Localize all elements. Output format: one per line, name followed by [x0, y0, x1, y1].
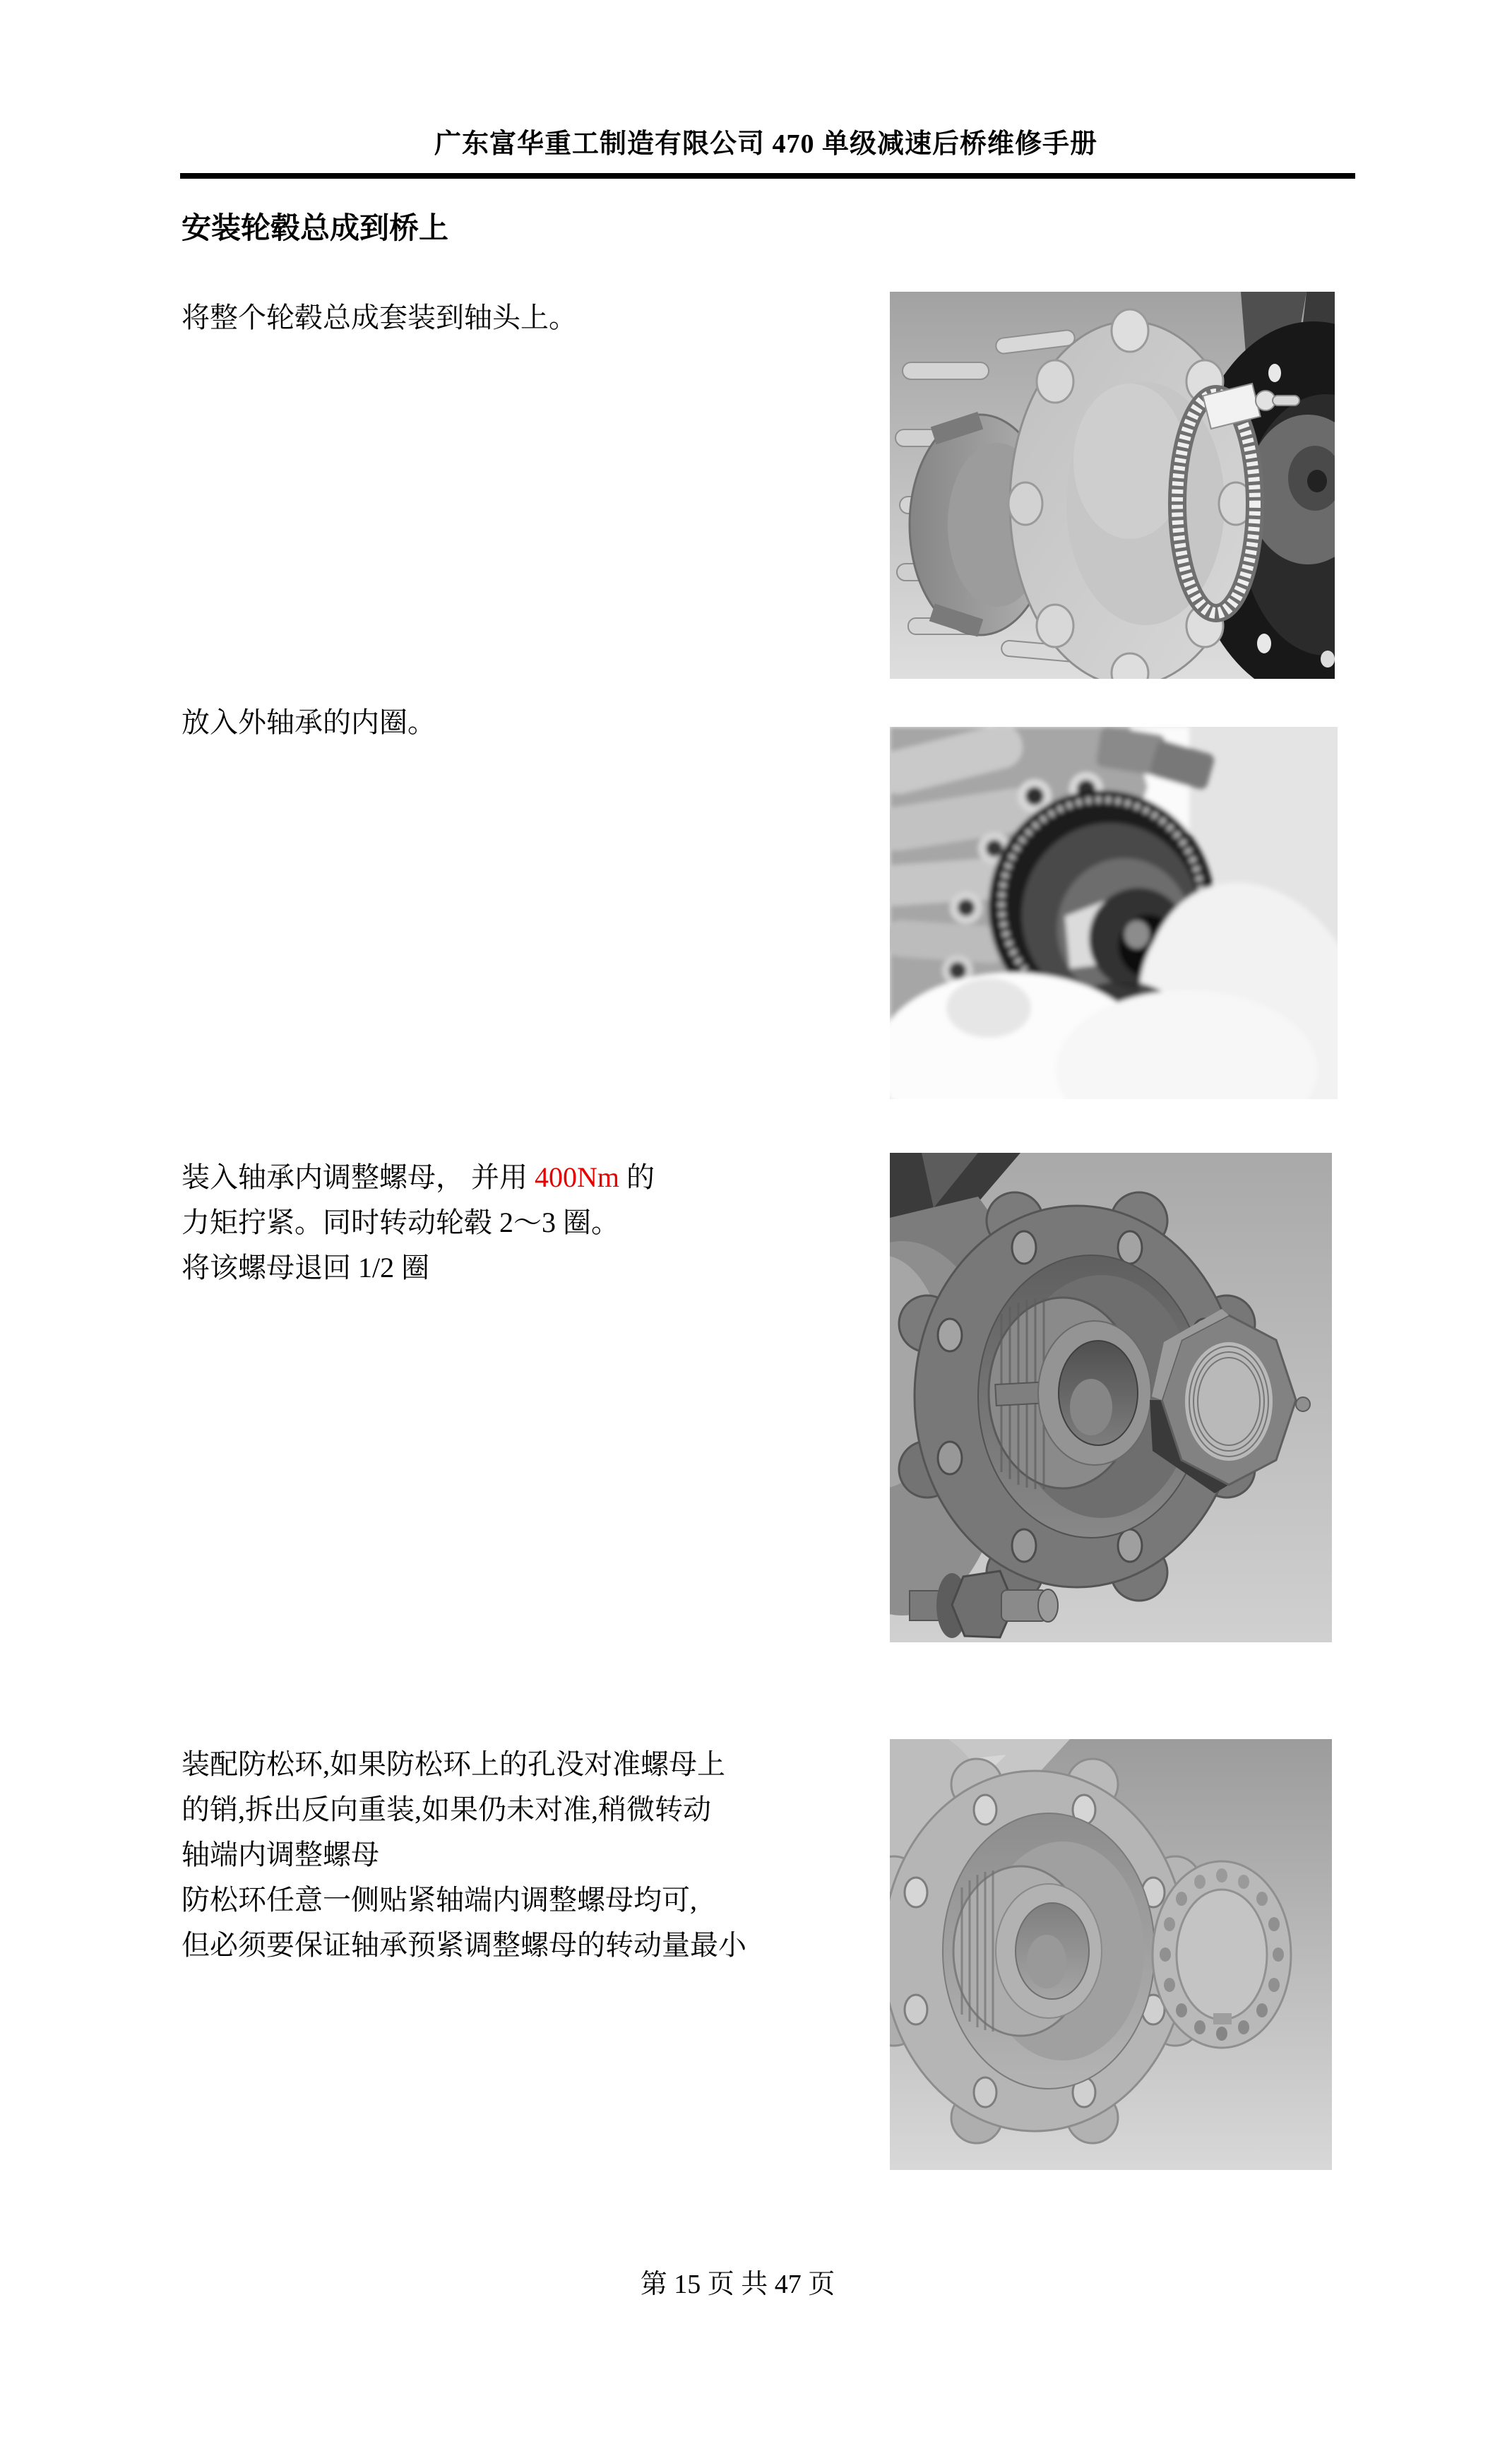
text-line: 的销,拆出反向重装,如果仍未对准,稍微转动 [181, 1793, 711, 1825]
step3-line1-pre: 装入轴承内调整螺母， 并用 [181, 1161, 535, 1193]
lock-ring [1153, 1861, 1291, 2048]
text-line: 轴端内调整螺母 [181, 1839, 379, 1870]
text-line: 装配防松环,如果防松环上的孔没对准螺母上 [181, 1748, 725, 1780]
step-text-1: 将整个轮毂总成套装到轴头上。 [181, 302, 577, 333]
hub-flange [1008, 309, 1253, 679]
figure-outer-bearing-race-photo [890, 727, 1338, 1099]
lock-ring-notch [1213, 2013, 1232, 2024]
header-title: 广东富华重工制造有限公司 470 单级减速后桥维修手册 [434, 129, 1097, 159]
step-text-3 [181, 1155, 655, 1291]
figure-hub-assembly-on-axle [890, 292, 1335, 679]
step-text-4 [181, 1742, 746, 1968]
figure-lock-ring [890, 1739, 1332, 2170]
page-footer: 第 15 页 共 47 页 [640, 2270, 835, 2299]
step-text-2: 放入外轴承的内圈。 [181, 706, 436, 738]
text-line: 力矩拧紧。同时转动轮毂 2～3 圈。 [181, 1206, 619, 1238]
section-heading: 安装轮毂总成到桥上 [181, 213, 449, 245]
step3-line1-post: 的 [619, 1161, 655, 1193]
text-line: 将该螺母退回 1/2 圈 [181, 1252, 430, 1283]
text-line: 防松环任意一侧贴紧轴端内调整螺母均可, [181, 1884, 697, 1916]
lock-nut-pin [1296, 1397, 1310, 1411]
figure-adjusting-nut [890, 1153, 1332, 1642]
text-line: 但必须要保证轴承预紧调整螺母的转动量最小 [181, 1929, 746, 1961]
header-rule [180, 173, 1355, 179]
torque-value: 400Nm [535, 1161, 619, 1193]
text-line [181, 1155, 655, 1200]
